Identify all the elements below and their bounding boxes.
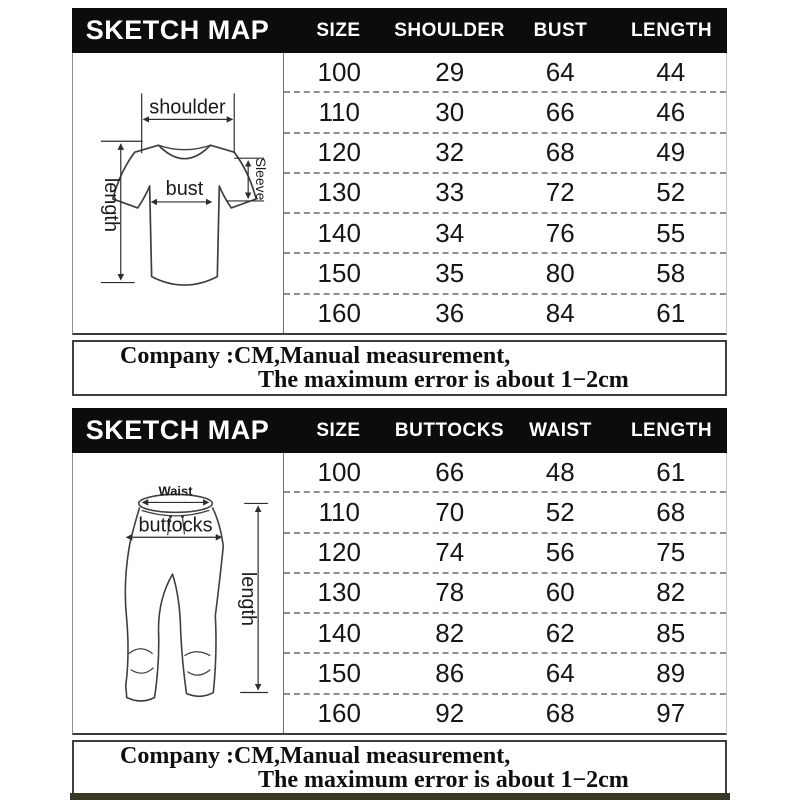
size-table-cell: 64 — [545, 658, 575, 689]
size-table-cell: 56 — [545, 537, 575, 568]
size-table-cell: 66 — [435, 456, 465, 487]
column-header-bust: BUST — [533, 19, 588, 41]
size-table-cell: 89 — [656, 658, 686, 689]
length-measure-label: length — [237, 571, 260, 627]
shirt-table-header — [72, 8, 727, 53]
size-table-cell: 100 — [317, 56, 361, 87]
size-table-cell: 110 — [318, 96, 360, 127]
measurement-note — [72, 340, 727, 396]
size-table-cell: 130 — [317, 577, 361, 608]
column-header-size: SIZE — [316, 419, 361, 441]
size-table-row — [284, 214, 726, 254]
pants-size-rows — [284, 453, 726, 733]
size-table-cell: 68 — [545, 137, 575, 168]
size-table-row — [284, 174, 726, 214]
size-table-cell: 58 — [656, 258, 686, 289]
size-table-row — [284, 695, 726, 733]
size-table-cell: 76 — [545, 217, 575, 248]
tshirt-sketch-icon — [73, 53, 283, 333]
size-table-cell: 70 — [435, 496, 465, 527]
size-table-cell: 72 — [545, 177, 575, 208]
size-table-cell: 52 — [656, 177, 686, 208]
size-table-row — [284, 254, 726, 294]
size-table-cell: 29 — [435, 56, 465, 87]
note-line-2: The maximum error is about 1−2cm — [258, 367, 629, 393]
size-table-cell: 48 — [545, 456, 575, 487]
note-line-1: Company :CM,Manual measurement, — [120, 343, 511, 369]
size-table-cell: 97 — [656, 698, 686, 729]
waist-measure-label: Waist — [158, 483, 193, 499]
size-table-cell: 36 — [435, 298, 465, 329]
size-table-cell: 61 — [656, 298, 686, 329]
size-table-row — [284, 53, 726, 93]
size-table-cell: 64 — [545, 56, 575, 87]
shirt-size-chart — [72, 8, 727, 396]
table-title: SKETCH MAP — [85, 415, 270, 445]
size-table-cell: 84 — [545, 298, 575, 329]
sleeve-measure-label: Sleeve — [253, 157, 270, 201]
size-table-cell: 68 — [545, 698, 575, 729]
buttocks-measure-label: buttocks — [138, 514, 213, 537]
size-table-cell: 92 — [435, 698, 465, 729]
size-table-cell: 61 — [656, 456, 686, 487]
size-table-row — [284, 574, 726, 614]
size-table-cell: 66 — [545, 96, 575, 127]
size-table-cell: 150 — [317, 658, 361, 689]
size-table-cell: 34 — [435, 217, 465, 248]
size-table-cell: 74 — [435, 537, 465, 568]
size-table-cell: 86 — [435, 658, 465, 689]
column-header-shoulder: SHOULDER — [394, 19, 505, 41]
pants-size-chart — [72, 408, 727, 796]
size-table-cell: 75 — [656, 537, 686, 568]
size-table-cell: 120 — [317, 137, 361, 168]
bust-measure-label: bust — [165, 177, 204, 200]
size-table-cell: 60 — [545, 577, 575, 608]
size-table-row — [284, 295, 726, 333]
size-table-cell: 130 — [317, 177, 361, 208]
size-table-cell: 80 — [545, 258, 575, 289]
size-table-cell: 78 — [435, 577, 465, 608]
size-table-cell: 55 — [656, 217, 686, 248]
shirt-sketch-cell — [73, 53, 284, 333]
note-line-2: The maximum error is about 1−2cm — [258, 767, 629, 793]
size-table-cell: 100 — [317, 456, 361, 487]
note-line-1: Company :CM,Manual measurement, — [120, 743, 511, 769]
size-table-cell: 52 — [545, 496, 575, 527]
pants-table-body — [72, 453, 727, 735]
column-header-buttocks: BUTTOCKS — [394, 419, 505, 441]
size-table-row — [284, 534, 726, 574]
size-table-row — [284, 93, 726, 133]
size-table-row — [284, 134, 726, 174]
column-header-length: LENGTH — [630, 419, 713, 441]
column-header-waist: WAIST — [529, 419, 592, 441]
table-title: SKETCH MAP — [85, 15, 270, 45]
measurement-note — [72, 740, 727, 796]
size-table-cell: 82 — [435, 617, 465, 648]
size-table-cell: 140 — [317, 217, 361, 248]
size-table-cell: 49 — [656, 137, 686, 168]
size-table-row — [284, 453, 726, 493]
pants-sketch-icon — [73, 453, 283, 733]
size-table-cell: 85 — [656, 617, 686, 648]
length-measure-label: length — [99, 177, 122, 233]
pants-table-header — [72, 408, 727, 453]
size-table-cell: 68 — [656, 496, 686, 527]
size-table-row — [284, 654, 726, 694]
size-table-cell: 110 — [318, 496, 360, 527]
size-table-row — [284, 493, 726, 533]
size-table-cell: 160 — [317, 298, 361, 329]
column-header-size: SIZE — [316, 19, 361, 41]
size-table-cell: 160 — [317, 698, 361, 729]
column-header-length: LENGTH — [630, 19, 713, 41]
adjacent-image-edge — [70, 793, 730, 800]
size-table-cell: 120 — [317, 537, 361, 568]
shirt-table-body — [72, 53, 727, 335]
size-table-cell: 33 — [435, 177, 465, 208]
shoulder-measure-label: shoulder — [149, 96, 226, 119]
size-table-cell: 150 — [317, 258, 361, 289]
pants-sketch-cell — [73, 453, 284, 733]
size-table-cell: 62 — [545, 617, 575, 648]
size-table-cell: 46 — [656, 96, 686, 127]
size-table-cell: 82 — [656, 577, 686, 608]
size-table-row — [284, 614, 726, 654]
shirt-size-rows — [284, 53, 726, 333]
size-table-cell: 30 — [435, 96, 465, 127]
size-table-cell: 35 — [435, 258, 465, 289]
size-table-cell: 140 — [317, 617, 361, 648]
size-table-cell: 44 — [656, 56, 686, 87]
size-table-cell: 32 — [435, 137, 465, 168]
